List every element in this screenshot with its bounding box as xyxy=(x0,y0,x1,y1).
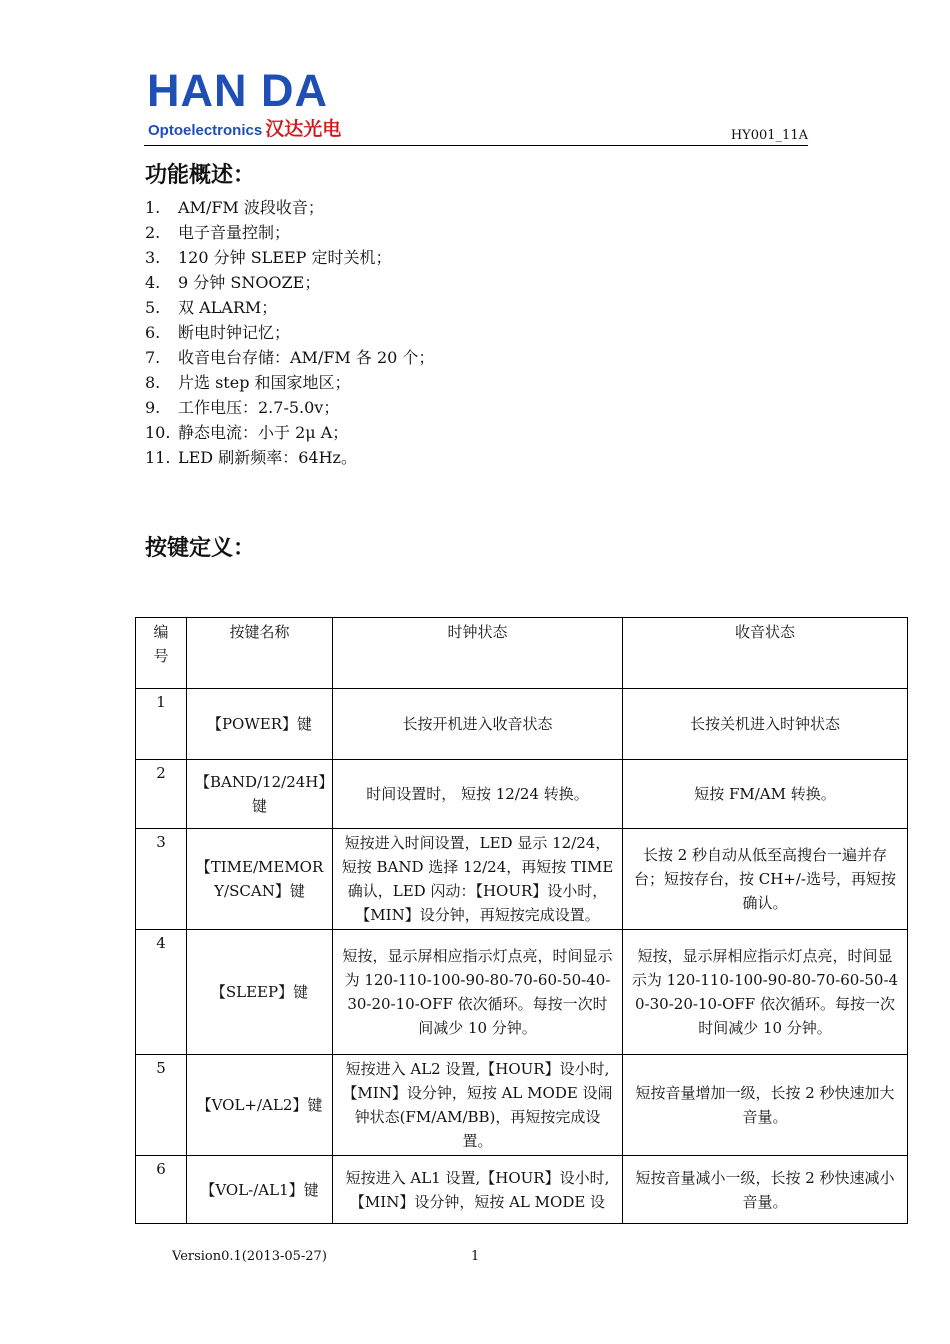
feature-number: 9. xyxy=(145,398,161,417)
logo-sub-cn: 汉达光电 xyxy=(265,119,342,140)
company-logo xyxy=(147,65,397,140)
keys-heading: 按键定义： xyxy=(145,536,256,561)
key-definition-table xyxy=(135,617,908,1224)
clock-state: 时间设置时， 短按 12/24 转换。 xyxy=(333,760,623,829)
feature-number: 6. xyxy=(145,323,161,342)
key-name: 【POWER】键 xyxy=(187,689,333,760)
logo-sub-en: Optoelectronics xyxy=(148,122,263,139)
row-number: 2 xyxy=(136,760,187,829)
radio-state: 短按，显示屏相应指示灯点亮，时间显示为 120-110-100-90-80-70-60-50-40-30-20-10-OFF 依次循环。每按一次时间减少 10 分钟。 xyxy=(623,930,908,1055)
feature-text: 片选 step 和国家地区； xyxy=(178,373,351,392)
key-name: 【VOL-/AL1】键 xyxy=(187,1156,333,1224)
feature-number: 4. xyxy=(145,273,161,292)
clock-state: 长按开机进入收音状态 xyxy=(333,689,623,760)
row-number: 1 xyxy=(136,689,187,760)
key-name: 【TIME/MEMORY/SCAN】键 xyxy=(187,829,333,930)
feature-text: 120 分钟 SLEEP 定时关机； xyxy=(178,248,392,267)
radio-state: 长按关机进入时钟状态 xyxy=(623,689,908,760)
table-row xyxy=(136,1055,908,1156)
table-header-row xyxy=(136,618,908,689)
table-row xyxy=(136,760,908,829)
feature-item xyxy=(145,398,434,423)
feature-number: 2. xyxy=(145,223,161,242)
feature-list xyxy=(145,198,434,473)
header-key-name: 按键名称 xyxy=(187,618,333,689)
feature-text: 电子音量控制； xyxy=(178,223,291,242)
features-heading: 功能概述： xyxy=(145,163,256,188)
feature-number: 1. xyxy=(145,198,161,217)
header-number: 编号 xyxy=(136,618,187,689)
row-number: 4 xyxy=(136,930,187,1055)
feature-item xyxy=(145,448,434,473)
feature-item xyxy=(145,373,434,398)
row-number: 3 xyxy=(136,829,187,930)
logo-subtitle xyxy=(148,114,341,141)
feature-text: LED 刷新频率：64Hz。 xyxy=(178,448,357,467)
page-number: 1 xyxy=(471,1249,480,1264)
radio-state: 短按 FM/AM 转换。 xyxy=(623,760,908,829)
clock-state: 短按进入时间设置，LED 显示 12/24，短按 BAND 选择 12/24，再短按 TIME 确认，LED 闪动：【HOUR】设小时，【MIN】设分钟，再短按完成设置。 xyxy=(333,829,623,930)
feature-text: 工作电压：2.7-5.0v； xyxy=(178,398,340,417)
clock-state: 短按进入 AL1 设置,【HOUR】设小时,【MIN】设分钟，短按 AL MODE 设 xyxy=(333,1156,623,1224)
key-name: 【BAND/12/24H】键 xyxy=(187,760,333,829)
feature-item xyxy=(145,273,434,298)
key-name: 【SLEEP】键 xyxy=(187,930,333,1055)
table-row xyxy=(136,689,908,760)
footer-version: Version0.1(2013-05-27) xyxy=(172,1249,327,1264)
feature-text: 9 分钟 SNOOZE； xyxy=(178,273,321,292)
feature-number: 10. xyxy=(145,423,171,442)
table-row xyxy=(136,1156,908,1224)
clock-state: 短按进入 AL2 设置,【HOUR】设小时,【MIN】设分钟，短按 AL MODE 设闹钟状态(FM/AM/BB)，再短按完成设置。 xyxy=(333,1055,623,1156)
radio-state: 短按音量减小一级，长按 2 秒快速减小音量。 xyxy=(623,1156,908,1224)
table-row xyxy=(136,930,908,1055)
clock-state: 短按，显示屏相应指示灯点亮，时间显示为 120-110-100-90-80-70-60-50-40-30-20-10-OFF 依次循环。每按一次时间减少 10 分钟。 xyxy=(333,930,623,1055)
logo-wordmark: HAN DA xyxy=(147,65,328,116)
feature-number: 11. xyxy=(145,448,171,467)
document-code: HY001_11A xyxy=(730,128,808,143)
feature-text: AM/FM 波段收音； xyxy=(178,198,324,217)
feature-item xyxy=(145,423,434,448)
feature-text: 双 ALARM； xyxy=(178,298,278,317)
feature-number: 8. xyxy=(145,373,161,392)
feature-number: 7. xyxy=(145,348,161,367)
header-radio-state: 收音状态 xyxy=(623,618,908,689)
feature-number: 5. xyxy=(145,298,161,317)
header-divider xyxy=(144,145,808,146)
table-row xyxy=(136,829,908,930)
feature-text: 收音电台存储：AM/FM 各 20 个； xyxy=(178,348,435,367)
row-number: 5 xyxy=(136,1055,187,1156)
feature-text: 静态电流：小于 2μ A； xyxy=(178,423,349,442)
key-name: 【VOL+/AL2】键 xyxy=(187,1055,333,1156)
feature-item xyxy=(145,248,434,273)
radio-state: 短按音量增加一级，长按 2 秒快速加大音量。 xyxy=(623,1055,908,1156)
feature-text: 断电时钟记忆； xyxy=(178,323,291,342)
feature-number: 3. xyxy=(145,248,161,267)
feature-item xyxy=(145,348,434,373)
feature-item xyxy=(145,298,434,323)
feature-item xyxy=(145,198,434,223)
feature-item xyxy=(145,223,434,248)
row-number: 6 xyxy=(136,1156,187,1224)
feature-item xyxy=(145,323,434,348)
header-clock-state: 时钟状态 xyxy=(333,618,623,689)
radio-state: 长按 2 秒自动从低至高搜台一遍并存台；短按存台，按 CH+/-选号，再短按确认。 xyxy=(623,829,908,930)
